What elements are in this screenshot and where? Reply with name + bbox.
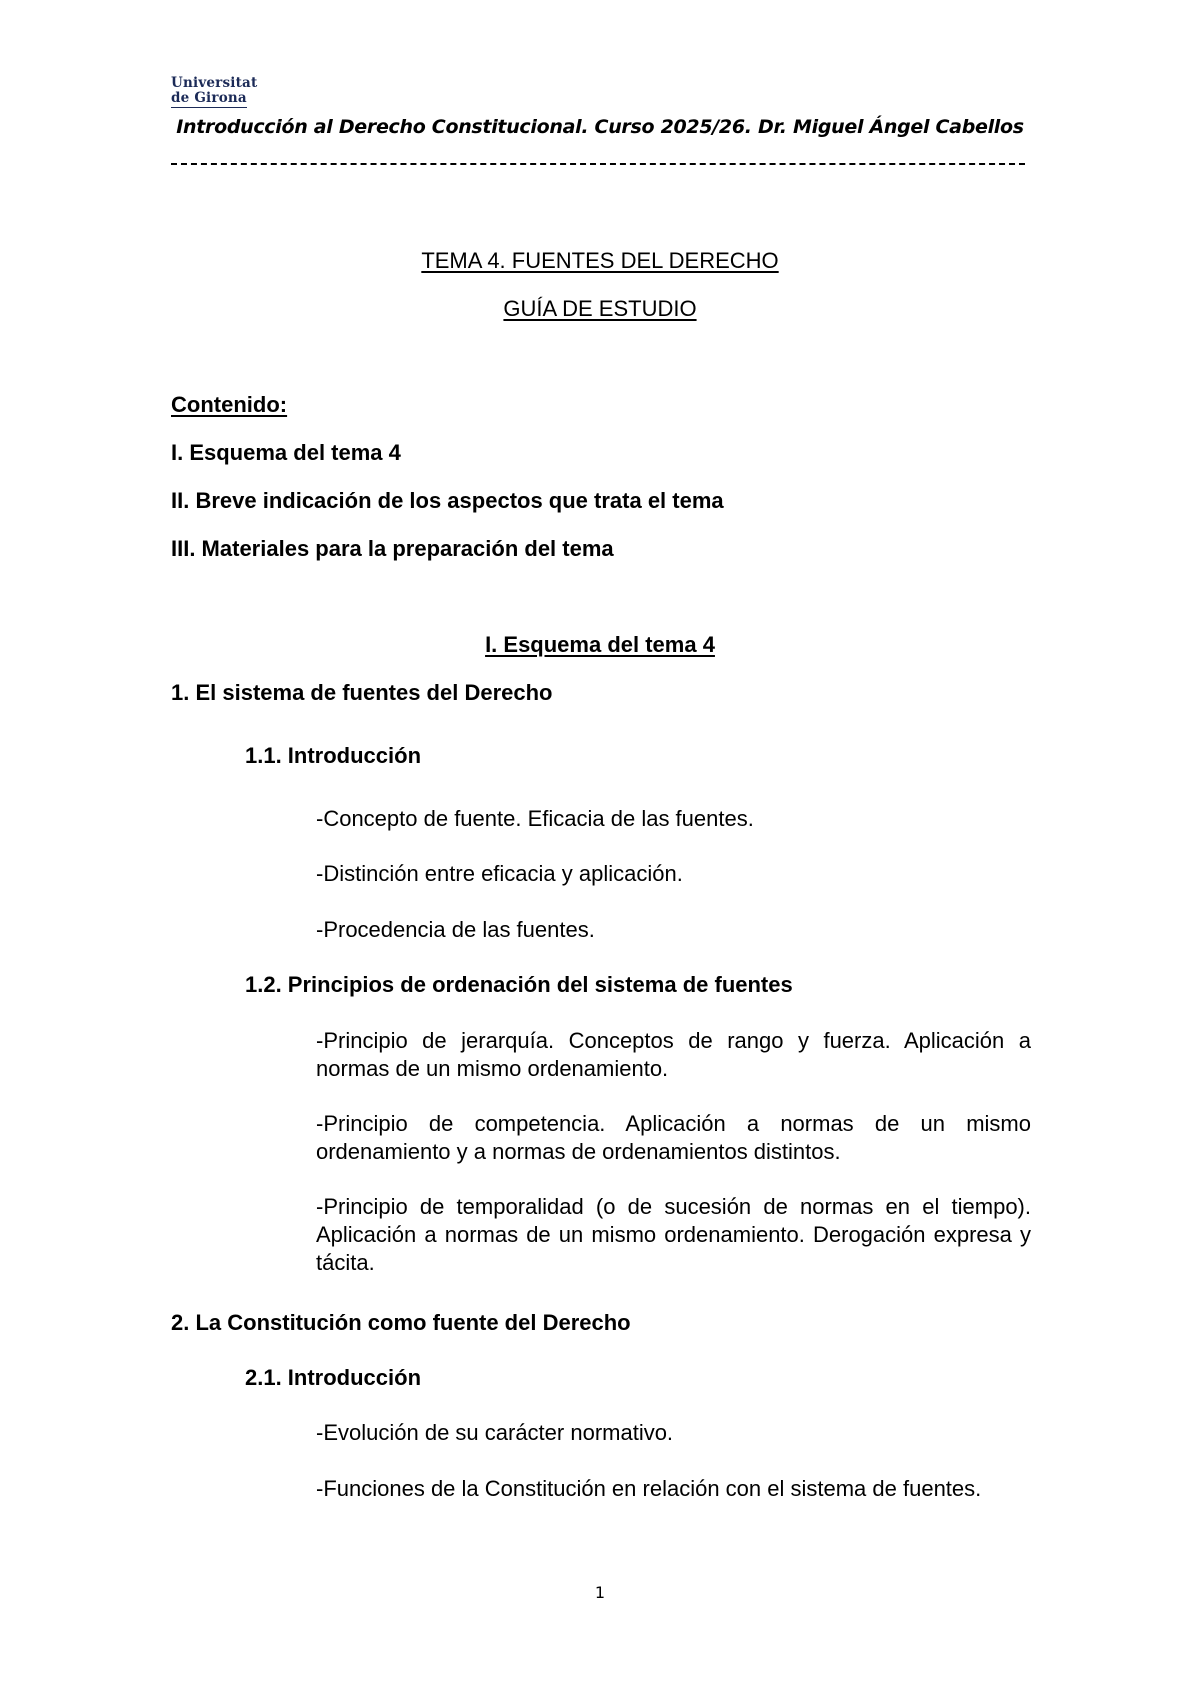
contents-item-2: II. Breve indicación de los aspectos que trata el tema [171, 488, 724, 513]
guide-title: GUÍA DE ESTUDIO [503, 296, 697, 321]
subsection-1-2-title: 1.2. Principios de ordenación del sistema de fuentes [245, 972, 793, 997]
point-2-1-a: -Evolución de su carácter normativo. [316, 1420, 674, 1445]
outline-heading: I. Esquema del tema 4 [485, 632, 715, 657]
logo-line-1: Universitat [171, 75, 258, 91]
topic-title: TEMA 4. FUENTES DEL DERECHO [421, 248, 779, 273]
logo-line-2: de Girona [171, 90, 247, 106]
point-1-2-a: -Principio de jerarquía. Conceptos de rango y fuerza. Aplicación a normas de un mismo ordenamiento. [316, 1028, 1031, 1081]
university-logo [171, 76, 257, 108]
subsection-2-1-title: 2.1. Introducción [245, 1365, 422, 1390]
contents-item-3: III. Materiales para la preparación del tema [171, 536, 614, 561]
section-2-title: 2. La Constitución como fuente del Derecho [171, 1310, 631, 1335]
section-1-title: 1. El sistema de fuentes del Derecho [171, 680, 553, 705]
point-1-1-c: -Procedencia de las fuentes. [316, 917, 595, 942]
point-1-1-a: -Concepto de fuente. Eficacia de las fuentes. [316, 806, 754, 831]
point-1-2-c: -Principio de temporalidad (o de sucesión de normas en el tiempo). Aplicación a normas de un mismo ordenamiento. Derogación expresa y tácita. [316, 1194, 1031, 1275]
contents-item-1: I. Esquema del tema 4 [171, 440, 401, 465]
point-1-2-b: -Principio de competencia. Aplicación a normas de un mismo ordenamiento y a normas de ordenamientos distintos. [316, 1111, 1031, 1164]
point-1-1-b: -Distinción entre eficacia y aplicación. [316, 861, 683, 886]
page-number: 1 [594, 1583, 606, 1602]
subsection-1-1-title: 1.1. Introducción [245, 743, 422, 768]
course-header: Introducción al Derecho Constitucional. Curso 2025/26. Dr. Miguel Ángel Cabellos [176, 116, 1024, 138]
point-2-1-b: -Funciones de la Constitución en relación con el sistema de fuentes. [316, 1476, 982, 1501]
dashed-divider [171, 163, 1025, 165]
contents-heading: Contenido: [171, 392, 288, 417]
